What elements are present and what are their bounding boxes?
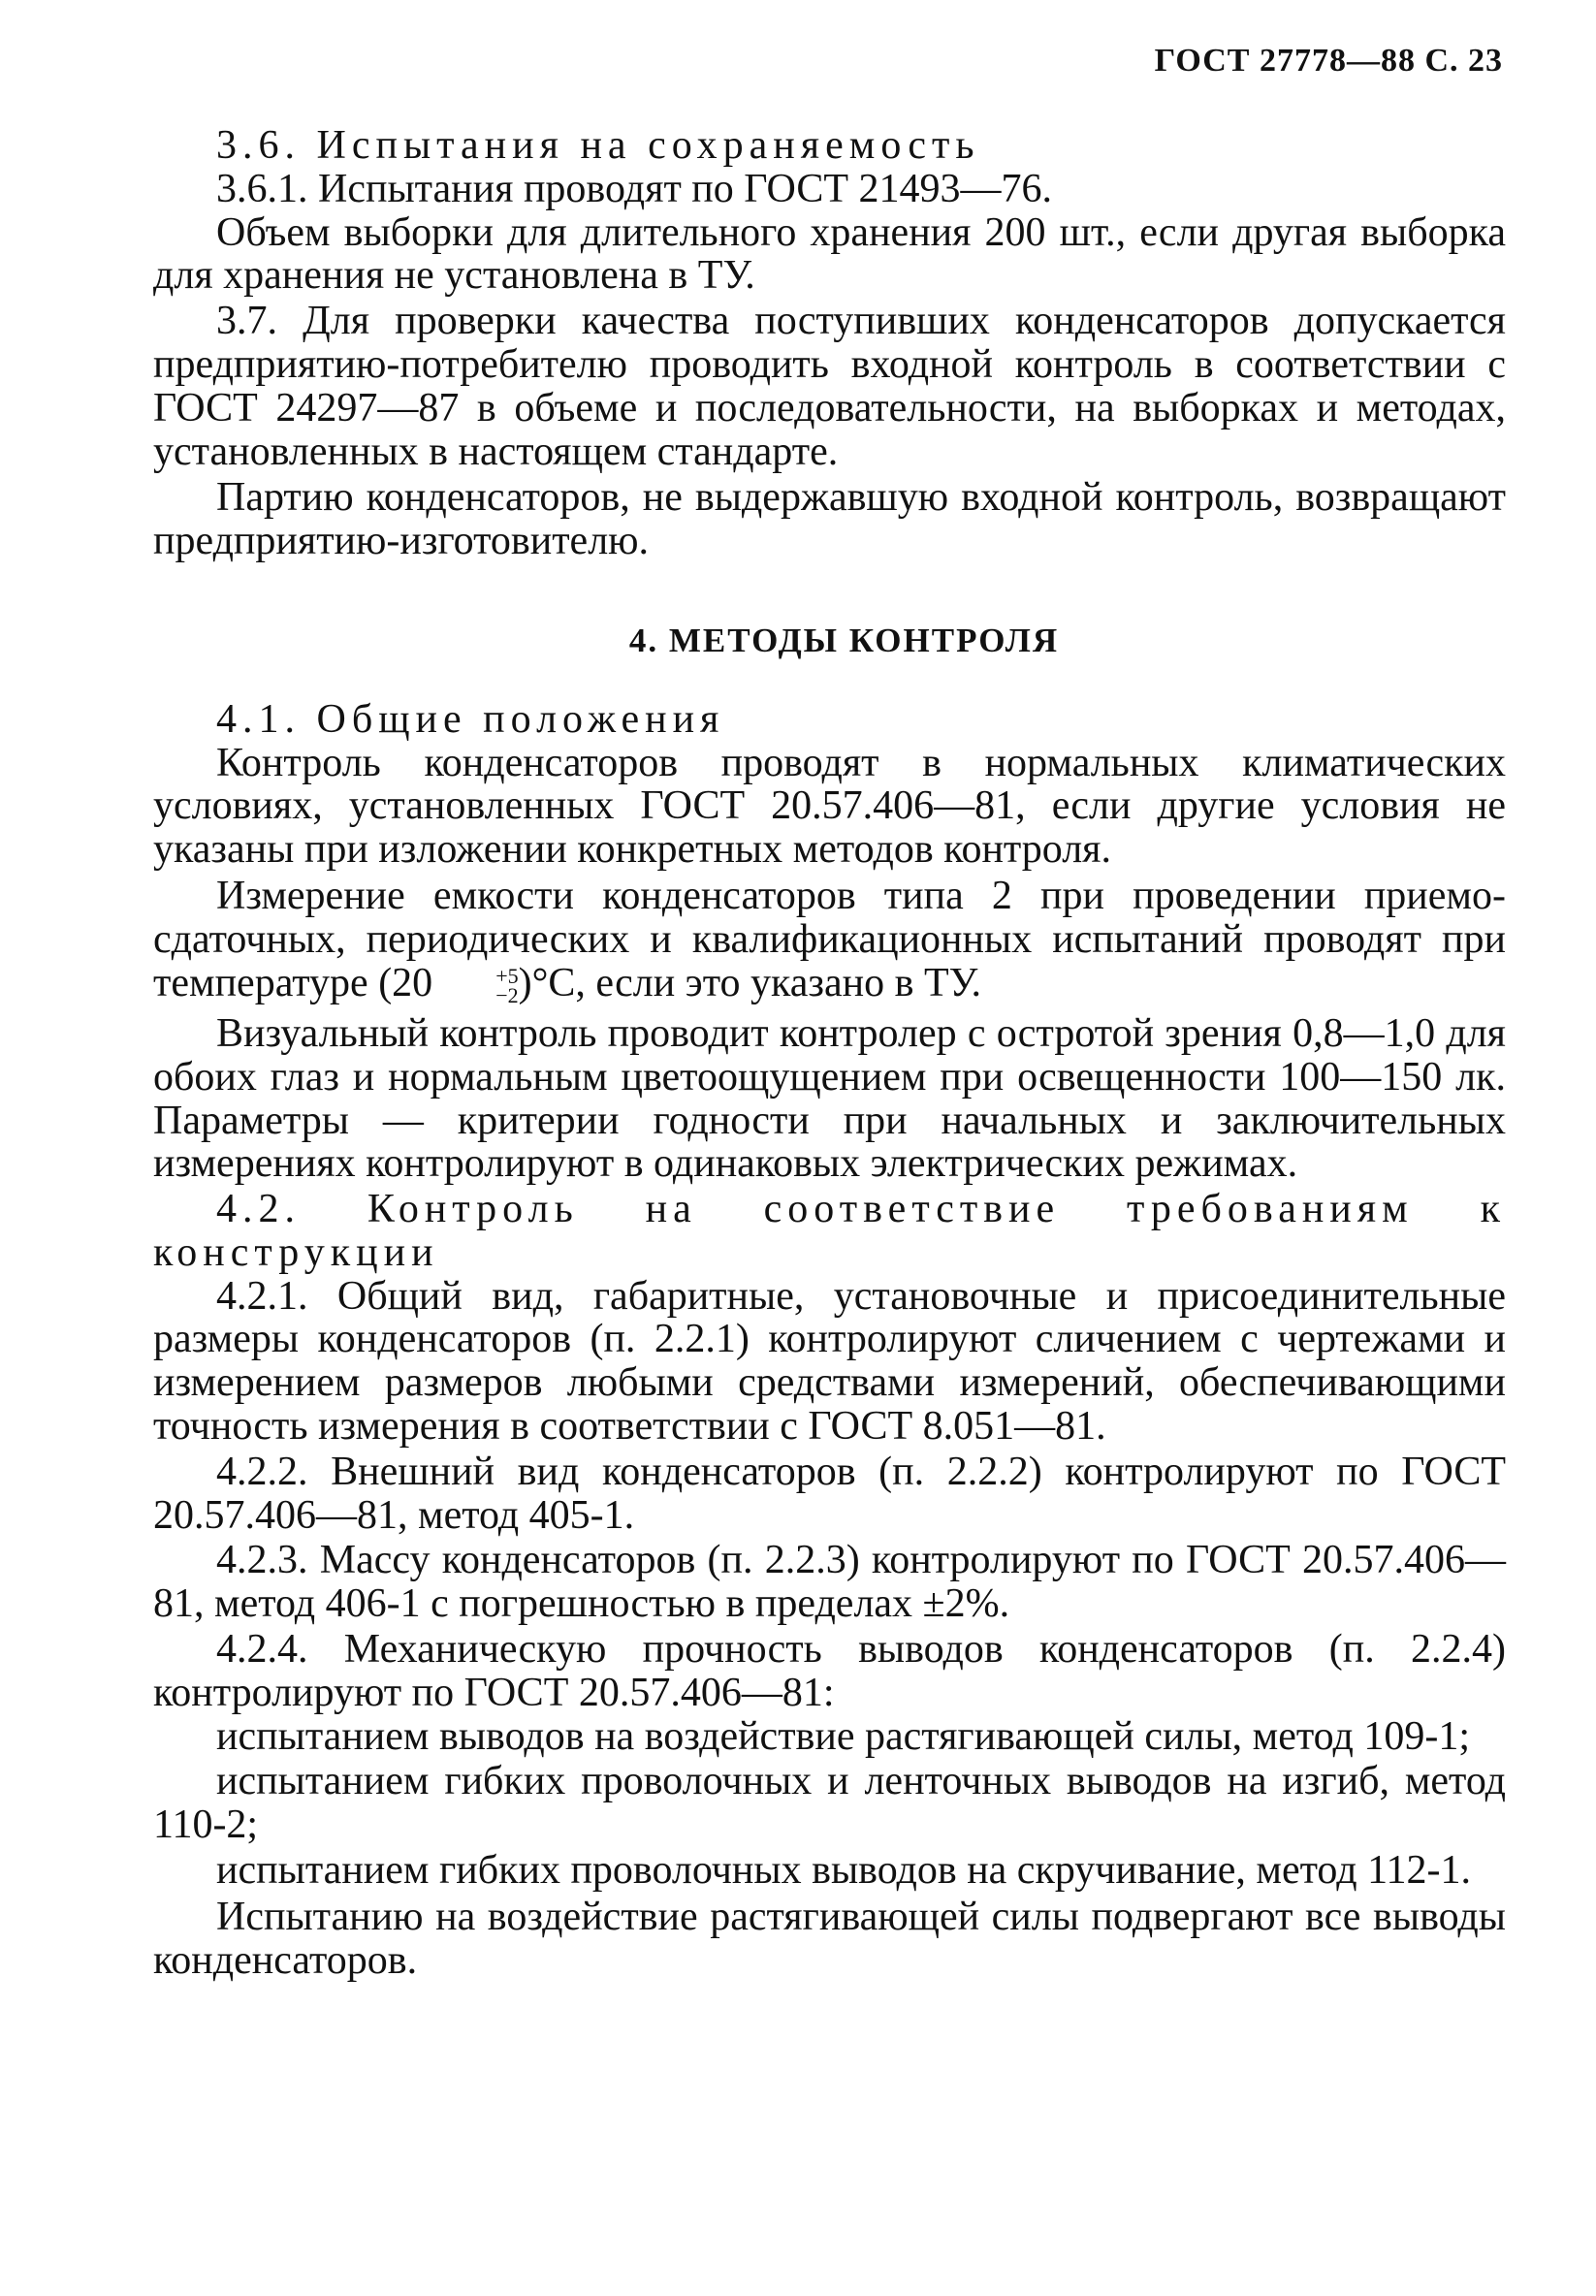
paragraph-4-2-1: 4.2.1. Общий вид, габаритные, установочные и присоединительные размеры конденсаторов (п. 2.2.1) контролируют сличением с чертежами и измерением размеров любыми средствами измерений, обеспечивающими точность измерения в соответствии с ГОСТ 8.051—81. xyxy=(153,1273,1506,1450)
document-body xyxy=(153,124,1506,1982)
capacitance-text-start: Измерение емкости конденсаторов типа 2 при проведении приемо-сдаточных, периодических и квалификационных испытаний проводят при температуре (20 xyxy=(153,873,1506,1005)
paragraph-all-leads: Испытанию на воздействие растягивающей силы подвергают все выводы конденсаторов. xyxy=(153,1894,1506,1983)
page-header: ГОСТ 27778—88 С. 23 xyxy=(1154,43,1503,79)
tolerance-upper: +5 xyxy=(495,963,519,988)
paragraph-3-7: 3.7. Для проверки качества поступивших конденсаторов допускается предприятию-потребителю проводить входной контроль в соответствии с ГОСТ 24297—87 в объеме и последовательности, на выборках и методах, установленных в настоящем стандарте. xyxy=(153,299,1506,474)
paragraph-sample-size: Объем выборки для длительного хранения 200 шт., если другая выборка для хранения не установлена в ТУ. xyxy=(153,209,1506,299)
subsection-heading-4-1: 4.1. Общие положения xyxy=(216,696,725,742)
paragraph-climate-conditions: Контроль конденсаторов проводят в нормальных климатических условиях, установленных ГОСТ 20.57.406—81, если другие условия не указаны при изложении конкретных методов контроля. xyxy=(153,740,1506,873)
subsection-heading-3-6: 3.6. Испытания на сохраняемость xyxy=(216,123,980,168)
paragraph-4-2-2: 4.2.2. Внешний вид конденсаторов (п. 2.2.2) контролируют по ГОСТ 20.57.406—81, метод 405-1. xyxy=(153,1449,1506,1538)
list-item-method-110-2: испытанием гибких проволочных и ленточных выводов на изгиб, метод 110-2; xyxy=(153,1759,1506,1848)
paragraph-rejected-batch: Партию конденсаторов, не выдержавшую входной контроль, возвращают предприятию-изготовителю. xyxy=(153,475,1506,564)
tolerance-lower: −2 xyxy=(495,982,519,1007)
section-title-4: 4. МЕТОДЫ КОНТРОЛЯ xyxy=(628,621,1060,659)
paragraph-4-2-3: 4.2.3. Массу конденсаторов (п. 2.2.3) контролируют по ГОСТ 20.57.406—81, метод 406-1 с погрешностью в пределах ±2%. xyxy=(153,1538,1506,1627)
paragraph-3-6-1: 3.6.1. Испытания проводят по ГОСТ 21493—76. xyxy=(216,166,1053,211)
list-item-method-112-1: испытанием гибких проволочных выводов на скручивание, метод 112-1. xyxy=(216,1848,1472,1894)
list-item-method-109-1: испытанием выводов на воздействие растягивающей силы, метод 109-1; xyxy=(216,1713,1470,1759)
paragraph-4-2-4: 4.2.4. Механическую прочность выводов конденсаторов (п. 2.2.4) контролируют по ГОСТ 20.57.406—81: xyxy=(153,1627,1506,1715)
temperature-tolerance xyxy=(432,963,519,1007)
capacitance-text-end: )°С, если это указано в ТУ. xyxy=(518,960,981,1005)
subsection-heading-4-2: 4.2. Контроль на соответствие требованиям к конструкции xyxy=(153,1187,1506,1275)
paragraph-capacitance-measurement xyxy=(153,875,1506,1005)
paragraph-visual-control: Визуальный контроль проводит контролер с остротой зрения 0,8—1,0 для обоих глаз и нормальным цветоощущением при освещенности 100—150 лк. Параметры — критерии годности при начальных и заключительных измерениях контролируют в одинаковых электрических режимах. xyxy=(153,1010,1506,1187)
